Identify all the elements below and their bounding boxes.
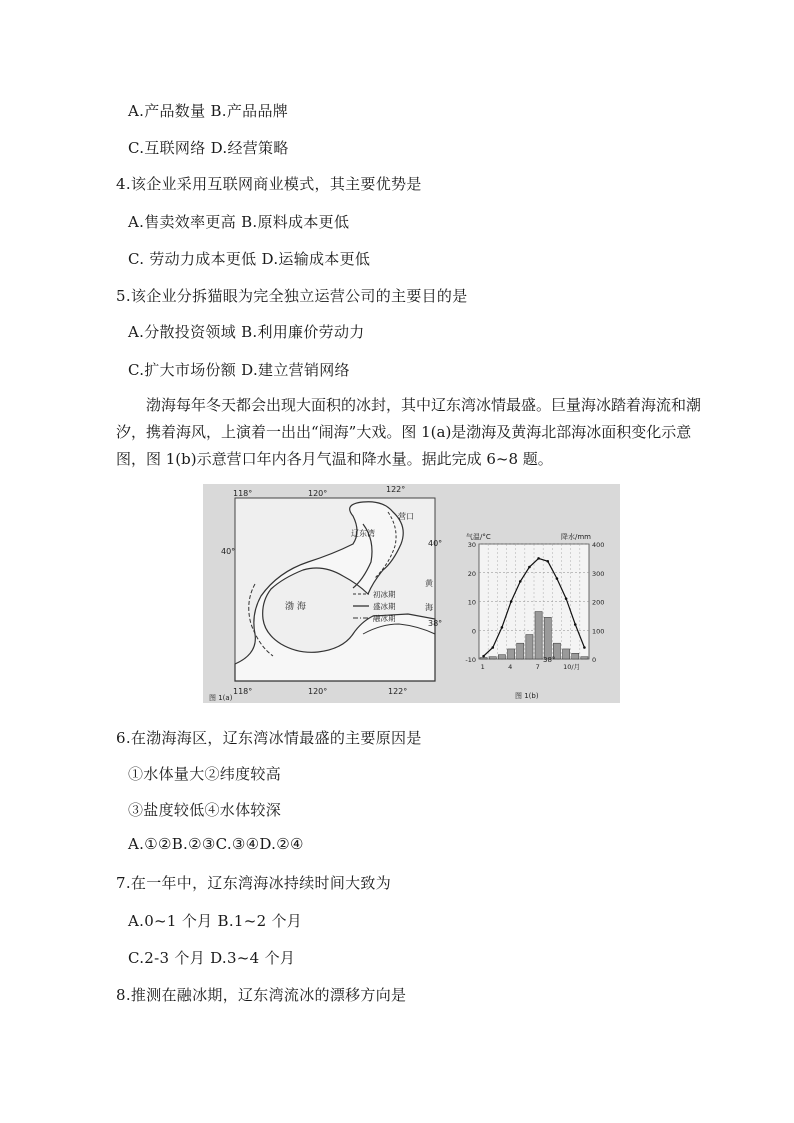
- q7-stem: 7.在一年中，辽东湾海冰持续时间大致为: [116, 874, 392, 892]
- temperature-point: [501, 626, 504, 629]
- q4-options-line1: A.售卖效率更高 B.原料成本更低: [128, 213, 350, 231]
- temperature-point: [565, 597, 568, 600]
- temperature-point: [528, 566, 531, 569]
- chart-caption: 图 1(b): [515, 692, 539, 700]
- left-tick-label: 0: [471, 627, 476, 636]
- ylabel-left: 气温/°C: [466, 533, 491, 541]
- precipitation-bar: [508, 649, 515, 659]
- temperature-point: [546, 560, 549, 563]
- precipitation-bar: [572, 653, 579, 659]
- precipitation-bar: [563, 649, 570, 659]
- lon-label-top-118: 118°: [233, 489, 253, 498]
- passage: 渤海每年冬天都会出现大面积的冰封，其中辽东湾冰情最盛。巨量海冰踏着海流和潮汐，携着海风，上演着一出出“闹海”大戏。图 1(a)是渤海及黄海北部海冰面积变化示意图，图 1(b)示意营口年内各月气温和降水量。据此完成 6~8 题。: [116, 396, 702, 468]
- temperature-point: [556, 577, 559, 580]
- q5-options-line1: A.分散投资领域 B.利用廉价劳动力: [128, 323, 365, 341]
- precipitation-bar: [544, 617, 551, 659]
- q3-options-line1: A.产品数量 B.产品品牌: [128, 102, 289, 120]
- legend-label-melt: 融冰期: [373, 614, 396, 623]
- q5-options-line2: C.扩大市场份额 D.建立营销网络: [128, 361, 350, 379]
- right-tick-label: 100: [592, 627, 605, 636]
- right-tick-label: 200: [592, 598, 605, 607]
- temperature-point: [583, 646, 586, 649]
- temperature-point: [537, 557, 540, 560]
- q8-stem: 8.推测在融冰期，辽东湾流冰的漂移方向是: [116, 986, 407, 1004]
- q6-line2: ③盐度较低④水体较深: [128, 801, 282, 819]
- place-bohai: 渤 海: [285, 602, 306, 612]
- lat-label-right-40: 40°: [428, 539, 443, 548]
- left-tick-label: 20: [467, 569, 476, 578]
- place-liaodongwan: 辽东湾: [351, 529, 375, 538]
- left-tick-label: 10: [467, 598, 476, 607]
- x-tick-label: 7: [535, 663, 540, 671]
- q5-stem: 5.该企业分拆猫眼为完全独立运营公司的主要目的是: [116, 287, 468, 305]
- place-huanghai-2: 海: [425, 603, 433, 612]
- figure-svg: [203, 484, 620, 703]
- place-yingkou: 营口: [398, 512, 414, 521]
- temperature-point: [574, 623, 577, 626]
- precipitation-bar: [526, 635, 533, 659]
- q4-options-line2: C. 劳动力成本更低 D.运输成本更低: [128, 250, 371, 268]
- lon-label-bottom-122: 122°: [388, 687, 408, 696]
- q6-line1: ①水体量大②纬度较高: [128, 765, 282, 783]
- x-tick-label: 4: [508, 663, 513, 671]
- left-tick-label: 30: [467, 541, 476, 549]
- q3-options-line2: C.互联网络 D.经营策略: [128, 139, 289, 157]
- q6-line3: A.①②B.②③C.③④D.②④: [128, 835, 304, 853]
- precipitation-bar: [517, 643, 524, 659]
- legend-label-peak: 盛冰期: [373, 602, 396, 611]
- climate-chart: [465, 532, 604, 700]
- lon-label-bottom-120: 120°: [308, 687, 328, 696]
- lat-label-left-40: 40°: [221, 547, 236, 556]
- q6-stem: 6.在渤海海区，辽东湾冰情最盛的主要原因是: [116, 729, 422, 747]
- q7-options-line1: A.0~1 个月 B.1~2 个月: [128, 912, 303, 930]
- q4-stem: 4.该企业采用互联网商业模式，其主要优势是: [116, 175, 422, 193]
- temperature-point: [519, 580, 522, 583]
- temperature-point: [510, 600, 513, 603]
- lon-label-top-120: 120°: [308, 489, 328, 498]
- temperature-point: [491, 646, 494, 649]
- chart-label-38: 38°: [543, 656, 556, 664]
- x-tick-label: 1: [480, 663, 485, 671]
- lon-label-bottom-118: 118°: [233, 687, 253, 696]
- precipitation-bar: [535, 612, 542, 659]
- precipitation-bar: [489, 657, 496, 659]
- lon-label-top-122: 122°: [386, 485, 406, 494]
- figure-1: [203, 484, 620, 703]
- map-caption: 图 1(a): [209, 694, 233, 702]
- left-tick-label: -10: [465, 656, 476, 664]
- precipitation-bar: [480, 658, 487, 659]
- temperature-point: [482, 655, 485, 658]
- right-tick-label: 300: [592, 569, 605, 578]
- x-tick-label: 10/月: [563, 663, 581, 671]
- right-tick-label: 0: [592, 656, 597, 664]
- q7-options-line2: C.2-3 个月 D.3~4 个月: [128, 949, 296, 967]
- lat-label-right-38: 38°: [428, 619, 443, 628]
- precipitation-bar: [498, 655, 505, 659]
- place-huanghai-1: 黄: [425, 579, 433, 588]
- precipitation-bar: [581, 657, 588, 659]
- right-tick-label: 400: [592, 541, 605, 549]
- legend-label-early: 初冰期: [373, 590, 396, 599]
- ylabel-right: 降水/mm: [561, 533, 591, 541]
